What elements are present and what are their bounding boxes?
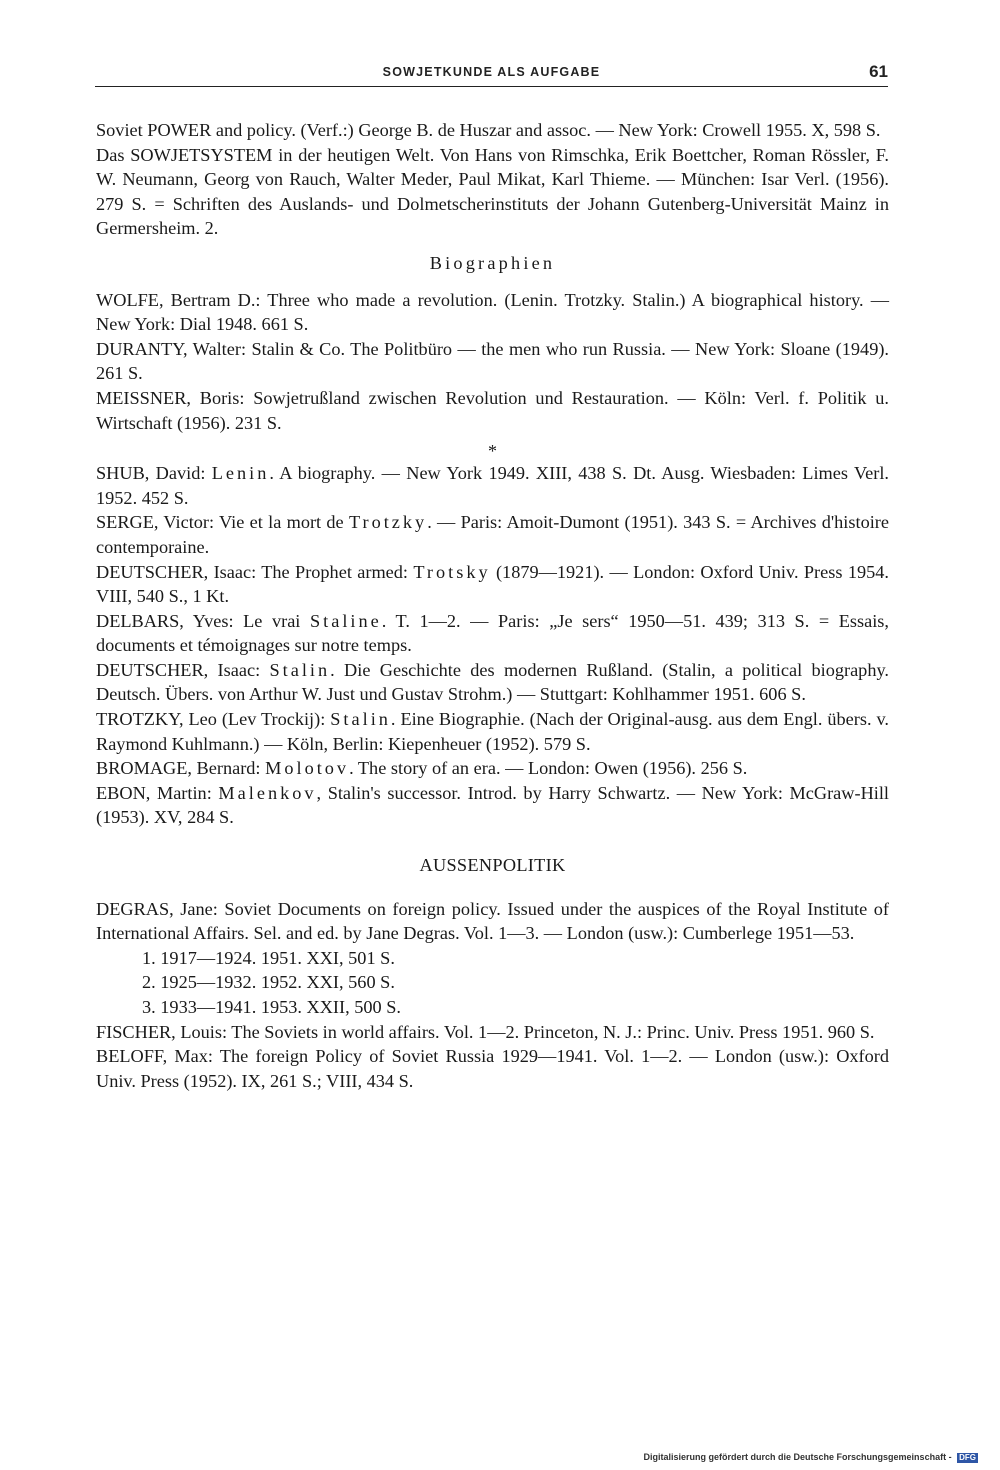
section-heading-biographien: Biographien [429, 252, 556, 273]
bib-entry-deutscher-trotsky: DEUTSCHER, Isaac: The Prophet armed: Trotsky (1879—1921). — London: Oxford Univ. Press 1954. VIII, 540 S., 1 Kt. [96, 561, 889, 607]
bibliography-body [96, 118, 889, 1093]
dfg-logo-icon: DFG [959, 1452, 976, 1462]
spaced-subject: Malenkov [218, 782, 317, 803]
bib-entry-bromage: BROMAGE, Bernard: Molotov. The story of an era. — London: Owen (1956). 256 S. [96, 758, 748, 779]
spaced-subject: Stalin [330, 709, 391, 730]
section-heading-aussenpolitik: AUSSENPOLITIK [419, 855, 566, 876]
bib-entry-fischer: FISCHER, Louis: The Soviets in world affairs. Vol. 1—2. Princeton, N. J.: Princ. Univ. Press 1951. 960 S. [96, 1021, 875, 1042]
spaced-subject: Lenin [211, 463, 270, 484]
footer-text: Digitalisierung gefördert durch die Deutsche Forschungsgemeinschaft [643, 1452, 947, 1462]
spaced-subject: Molotov [265, 758, 350, 779]
bib-entry-sowjetsystem: Das SOWJETSYSTEM in der heutigen Welt. Von Hans von Rimschka, Erik Boettcher, Roman Rössler, F. W. Neumann, Georg von Rauch, Walter Meder, Paul Mikat, Karl Thieme. — München: Isar Verl. (1956). 279 S. = Schriften des Auslands- und Dolmetscherinstituts der Johann Gutenberg-Universität Mainz in Germersheim. 2. [96, 144, 889, 239]
bib-entry-duranty: DURANTY, Walter: Stalin & Co. The Politbüro — the men who run Russia. — New York: Sloane (1949). 261 S. [96, 338, 889, 384]
spaced-subject: Stalin [269, 659, 331, 680]
bib-entry-degras: DEGRAS, Jane: Soviet Documents on foreign policy. Issued under the auspices of the Royal Institute of International Affairs. Sel. and ed. by Jane Degras. Vol. 1—3. — London (usw.): Cumberlege 1951—53. [96, 898, 889, 944]
bib-entry-trotzky: TROTZKY, Leo (Lev Trockij): Stalin. Eine Biographie. (Nach der Original-ausg. aus dem Engl. übers. v. Raymond Kuhlmann.) — Köln, Berlin: Kiepenheuer (1952). 579 S. [96, 709, 889, 754]
bib-entry-ebon: EBON, Martin: Malenkov, Stalin's successor. Introd. by Harry Schwartz. — New York: McGraw-Hill (1953). XV, 284 S. [96, 782, 890, 828]
asterisk-divider: * [488, 441, 497, 462]
footer-dash: - [948, 1452, 952, 1462]
bib-entry-delbars: DELBARS, Yves: Le vrai Staline. T. 1—2. — Paris: „Je sers“ 1950—51. 439; 313 S. = Essais, documents et témoignages sur notre temps. [96, 610, 889, 656]
bib-entry-soviet-power: Soviet POWER and policy. (Verf.:) George B. de Huszar and assoc. — New York: Crowell 1955. X, 598 S. [96, 120, 881, 140]
bib-entry-deutscher-stalin: DEUTSCHER, Isaac: Stalin. Die Geschichte des modernen Rußland. (Stalin, a political biography. Deutsch. Übers. von Arthur W. Just und Gustav Strohm.) — Stuttgart: Kohlhammer 1951. 606 S. [96, 659, 889, 705]
spaced-subject: Staline [309, 610, 382, 631]
bib-entry-wolfe: WOLFE, Bertram D.: Three who made a revolution. (Lenin. Trotzky. Stalin.) A biographical history. — New York: Dial 1948. 661 S. [96, 289, 889, 335]
running-head [95, 62, 888, 87]
bib-entry-beloff: BELOFF, Max: The foreign Policy of Soviet Russia 1929—1941. Vol. 1—2. — London (usw.): Oxford Univ. Press (1952). IX, 261 S.; VIII, 434 S. [96, 1046, 889, 1091]
volume-item: 1. 1917—1924. 1951. XXI, 501 S. [142, 947, 395, 968]
digitization-footer [644, 1452, 978, 1463]
running-title: SOWJETKUNDE ALS AUFGABE [382, 65, 601, 79]
volume-item: 3. 1933—1941. 1953. XXII, 500 S. [142, 997, 401, 1017]
bib-entry-shub: SHUB, David: Lenin. A biography. — New York 1949. XIII, 438 S. Dt. Ausg. Wiesbaden: Limes Verl. 1952. 452 S. [96, 463, 889, 508]
page-number: 61 [869, 62, 888, 81]
spaced-subject: Trotzky [348, 512, 428, 533]
volume-item: 2. 1925—1932. 1952. XXI, 560 S. [142, 972, 395, 993]
spaced-subject: Trotsky [413, 561, 491, 582]
bib-entry-serge: SERGE, Victor: Vie et la mort de Trotzky. — Paris: Amoit-Dumont (1951). 343 S. = Archives d'histoire contemporaine. [96, 512, 889, 557]
bib-entry-meissner: MEISSNER, Boris: Sowjetrußland zwischen Revolution und Restauration. — Köln: Verl. f. Politik u. Wirtschaft (1956). 231 S. [96, 387, 889, 433]
